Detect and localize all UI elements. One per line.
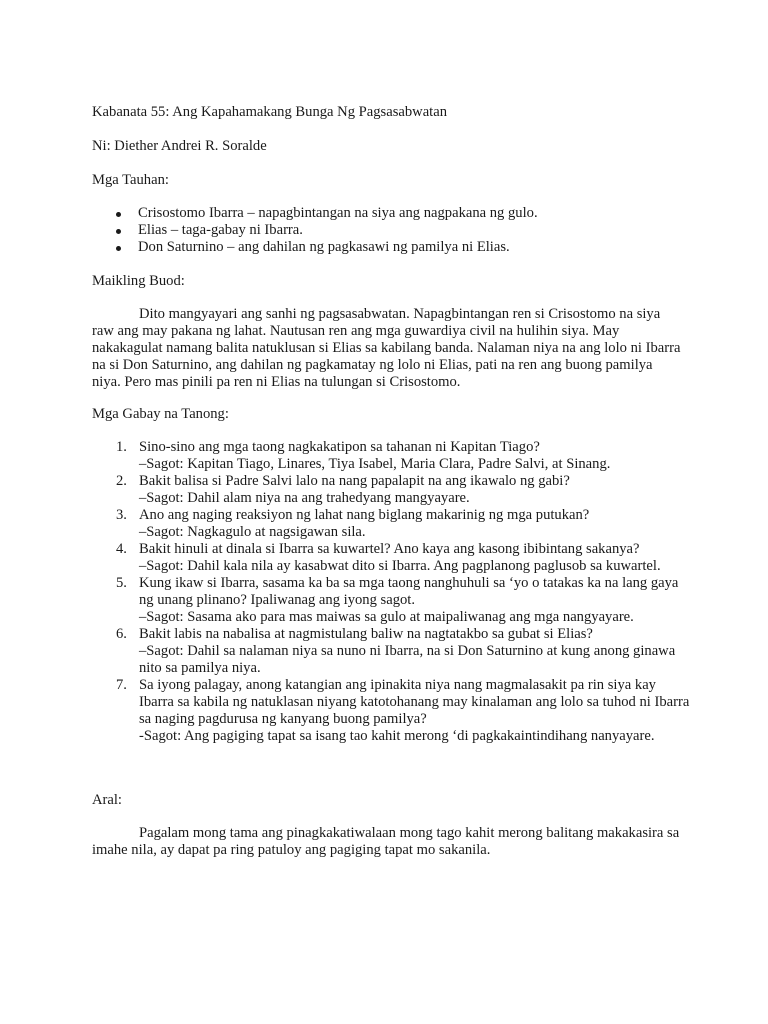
question-text: Kung ikaw si Ibarra, sasama ka ba sa mga taong nanghuhuli sa ‘yo o tatakas ka na lang gaya ng unang plinano? Ipaliwanag ang iyong sagot. [139,575,679,608]
answer-text: –Sagot: Nagkagulo at nagsigawan sila. [139,524,366,540]
question-number: 4. [116,541,127,557]
question-number: 3. [116,507,127,523]
character-item [92,239,692,256]
question-text: Sa iyong palagay, anong katangian ang ipinakita niya nang magmalasakit pa rin siya kay Ibarra sa kabila ng natuklasan niyang katotohanang may kinalaman ang lolo sa tuhod ni Ibarra sa naging pagdurusa ng kanyang buong pamilya? [139,677,690,727]
answer-text: -Sagot: Ang pagiging tapat sa isang tao kahit merong ‘di pagkakaintindihang nanyayare. [139,728,655,744]
answer-text: –Sagot: Kapitan Tiago, Linares, Tiya Isabel, Maria Clara, Padre Salvi, at Sinang. [139,456,611,472]
question-text: Ano ang naging reaksiyon ng lahat nang biglang makarinig ng mga putukan? [139,507,590,523]
question-item [92,541,692,575]
bullet-icon [116,212,121,217]
question-number: 1. [116,439,127,455]
answer-text: –Sagot: Sasama ako para mas maiwas sa gulo at maipaliwanag ang mga nangyayare. [139,609,634,625]
question-text: Bakit labis na nabalisa at nagmistulang baliw na nagtatakbo sa gubat si Elias? [139,626,593,642]
character-text: Elias – taga-gabay ni Ibarra. [138,222,303,238]
answer-text: –Sagot: Dahil sa nalaman niya sa nuno ni Ibarra, na si Don Saturnino at kung anong ginawa nito sa pamilya niya. [139,643,676,676]
character-item [92,205,692,222]
question-item [92,507,692,541]
question-number: 5. [116,575,127,591]
summary-paragraph: Dito mangyayari ang sanhi ng pagsasabwatan. Napagbintangan ren si Crisostomo na siya raw ang may pakana ng lahat. Nautusan ren ang mga guwardiya civil na hulihin siya. May nakakagulat namang balita natuklusan si Elias sa kabilang banda. Nalaman niya na ang lolo ni Ibarra na si Don Saturnino, ang dahilan ng pagkamatay ng lolo ni Elias, pati na ren ang buong pamilya niya. Pero mas pinili pa ren ni Elias na tulungan si Crisostomo. [92,306,681,390]
question-text: Sino-sino ang mga taong nagkakatipon sa tahanan ni Kapitan Tiago? [139,439,540,455]
bullet-icon [116,229,121,234]
questions-list [92,439,692,745]
question-number: 2. [116,473,127,489]
answer-text: –Sagot: Dahil alam niya na ang trahedyang mangyayare. [139,490,470,506]
bullet-icon [116,246,121,251]
questions-heading: Mga Gabay na Tanong: [92,406,229,422]
summary-heading: Maikling Buod: [92,273,185,289]
character-text: Crisostomo Ibarra – napagbintangan na siya ang nagpakana ng gulo. [138,205,538,221]
author-line: Ni: Diether Andrei R. Soralde [92,138,267,154]
question-item [92,677,692,745]
question-item [92,626,692,677]
character-item [92,222,692,239]
lesson-heading: Aral: [92,792,122,808]
document-title: Kabanata 55: Ang Kapahamakang Bunga Ng Pagsasabwatan [92,104,448,120]
question-item [92,473,692,507]
lesson-paragraph: Pagalam mong tama ang pinagkakatiwalaan mong tago kahit merong balitang makakasira sa imahe nila, ay dapat pa ring patuloy ang pagiging tapat mo sakanila. [92,825,680,858]
question-item [92,439,692,473]
question-number: 7. [116,677,127,693]
character-text: Don Saturnino – ang dahilan ng pagkasawi ng pamilya ni Elias. [138,239,510,255]
characters-heading: Mga Tauhan: [92,172,169,188]
question-number: 6. [116,626,127,642]
question-text: Bakit hinuli at dinala si Ibarra sa kuwartel? Ano kaya ang kasong ibibintang sakanya? [139,541,640,557]
answer-text: –Sagot: Dahil kala nila ay kasabwat dito si Ibarra. Ang pagplanong paglusob sa kuwartel. [139,558,661,574]
characters-list [92,205,692,256]
question-item [92,575,692,626]
question-text: Bakit balisa si Padre Salvi lalo na nang papalapit na ang ikawalo ng gabi? [139,473,570,489]
